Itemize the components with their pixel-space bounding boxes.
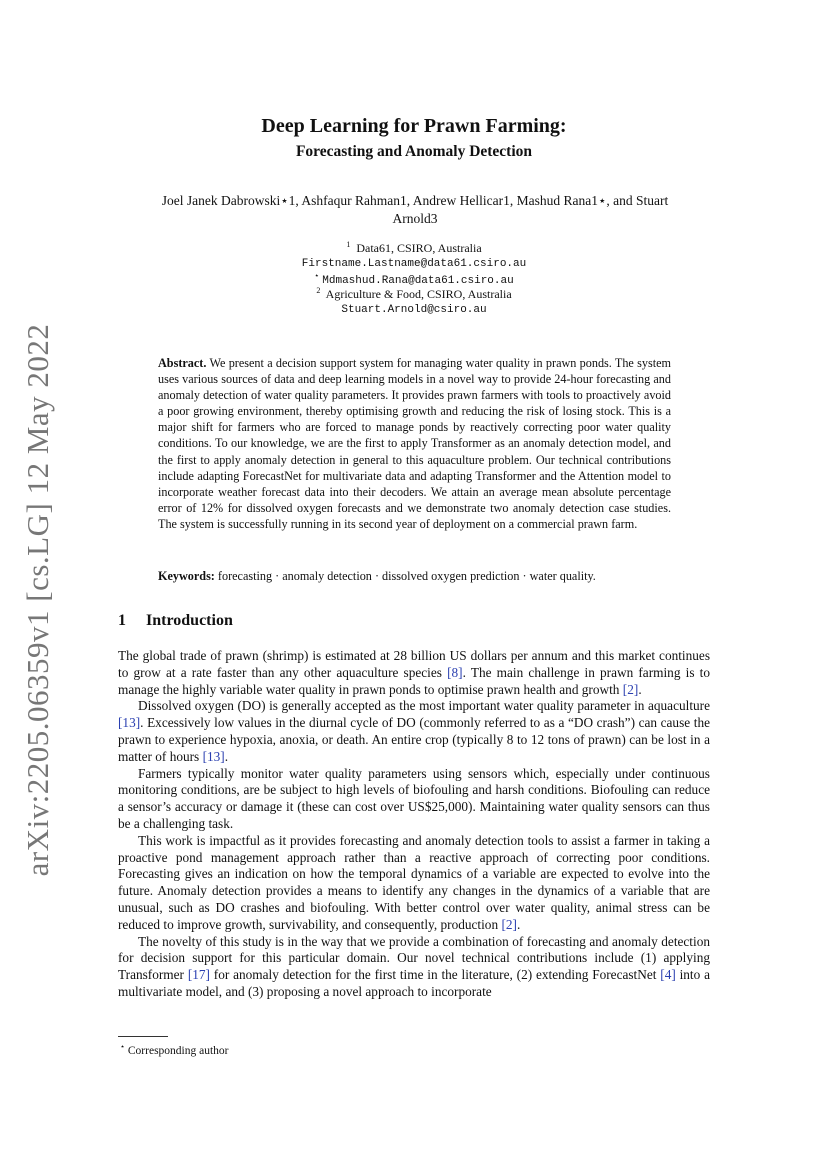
section-number: 1 xyxy=(118,612,126,629)
author-list xyxy=(125,192,705,228)
affiliation-1-email[interactable]: Firstname.Lastname@data61.csiro.au xyxy=(301,258,527,270)
citation-link[interactable]: [13] xyxy=(202,748,225,764)
paragraph: The global trade of prawn (shrimp) is estimated at 28 billion US dollars per annum and this market continues to grow at a rate faster than any other aquaculture species [8]. The main challenge in prawn farming is to manage the highly variable water quality in prawn ponds to optimise prawn health and growth [2]. xyxy=(118,648,710,697)
introduction-body xyxy=(118,648,710,1001)
affiliation-2: $^2$ Agriculture & Food, CSIRO, Australia xyxy=(316,286,512,301)
footnote-rule xyxy=(118,1036,168,1037)
paragraph: Dissolved oxygen (DO) is generally accepted as the most important water quality parameter in aquaculture [13]. Excessively low values in the diurnal cycle of DO (commonly referred to as a “DO crash”) can cause the prawn to experience hypoxia, anoxia, or death. An entire crop (typically 8 to 12 tons of prawn) can be lost in a matter of hours [13]. xyxy=(118,698,710,764)
citation-link[interactable]: [17] xyxy=(187,967,210,983)
paper-subtitle: Forecasting and Anomaly Detection xyxy=(295,143,533,160)
citation-link[interactable]: [2] xyxy=(501,916,517,932)
citation-link[interactable]: [8] xyxy=(447,664,463,680)
affiliation-1: $^1$ Data61, CSIRO, Australia xyxy=(346,240,482,255)
paper-title: Deep Learning for Prawn Farming: xyxy=(261,115,567,137)
citation-link[interactable]: [2] xyxy=(622,681,639,697)
abstract xyxy=(158,355,671,532)
citation-link[interactable]: [13] xyxy=(118,715,141,731)
section-heading xyxy=(118,612,233,630)
keywords-label: Keywords: xyxy=(158,569,215,583)
keywords xyxy=(158,569,671,584)
keywords-text: forecasting · anomaly detection · dissolved oxygen prediction · water quality. xyxy=(217,569,596,583)
abstract-text: We present a decision support system for managing water quality in prawn ponds. The system uses various sources of data and deep learning models in a novel way to provide 24-hour forecasting and anomaly detection of water quality parameters. It provides prawn farmers with tools to proactively avoid a poor growing environment, thereby optimising growth and reducing the risk of losing stock. This is a major shift for farmers who are forced to manage ponds by reactively correcting poor water quality conditions. To our knowledge, we are the first to apply Transformer as an anomaly detection model, and the first to apply anomaly detection in general to this aquaculture problem. Our technical contributions include adapting ForecastNet for multivariate data and adapting Transformer and the Attention model to incorporate weather forecast data into their decoders. We attain an average mean absolute percentage error of 12% for dissolved oxygen forecasts and we demonstrate two anomaly detection case studies. The system is successfully running in its second year of deployment on a commercial prawn farm. xyxy=(158,356,671,531)
paragraph: This work is impactful as it provides forecasting and anomaly detection tools to assist a farmer in taking a proactive pond management approach rather than a reactive approach of correcting poor conditions. Forecasting gives an indication on how the temporal dynamics of a variable are expected to evolve into the future. Anomaly detection provides a means to identify any changes in the dynamics of a variable that are unusual, such as DO crashes and biofouling. With better control over water quality, animal stress can be reduced to improve growth, survivability, and consequently, production [2]. xyxy=(118,832,710,932)
paragraph: The novelty of this study is in the way that we provide a combination of forecasting and anomaly detection for decision support for this particular domain. Our novel technical contributions include (1) applying Transformer [17] for anomaly detection for the first time in the literature, (2) extending ForecastNet [4] into a multivariate model, and (3) proposing a novel approach to incorporate xyxy=(118,933,710,999)
paragraph: Farmers typically monitor water quality parameters using sensors which, especially under continuous monitoring conditions, are be subject to high levels of biofouling and harsh conditions. Biofouling can reduce a sensor’s accuracy or damage it (these can cost over US$25,000). Maintaining water quality sensors can thus be a challenging task. xyxy=(118,765,710,831)
citation-link[interactable]: [4] xyxy=(660,967,676,983)
affiliation-2-email[interactable]: Stuart.Arnold@csiro.au xyxy=(341,304,487,316)
abstract-label: Abstract. xyxy=(158,356,207,370)
authors-line-2: Arnold3 xyxy=(392,211,438,226)
authors-line-1: Joel Janek Dabrowski⋆1, Ashfaqur Rahman1, Andrew Hellicar1, Mashud Rana1⋆, and Stuart xyxy=(161,193,669,208)
footnote: ⋆ Corresponding author xyxy=(120,1042,229,1057)
section-title: Introduction xyxy=(146,612,233,629)
affiliation-star-email[interactable]: ⋆ Mdmashud.Rana@data61.csiro.au xyxy=(314,271,514,287)
arxiv-identifier: arXiv:2205.06359v1 [cs.LG] 12 May 2022 xyxy=(20,323,55,877)
